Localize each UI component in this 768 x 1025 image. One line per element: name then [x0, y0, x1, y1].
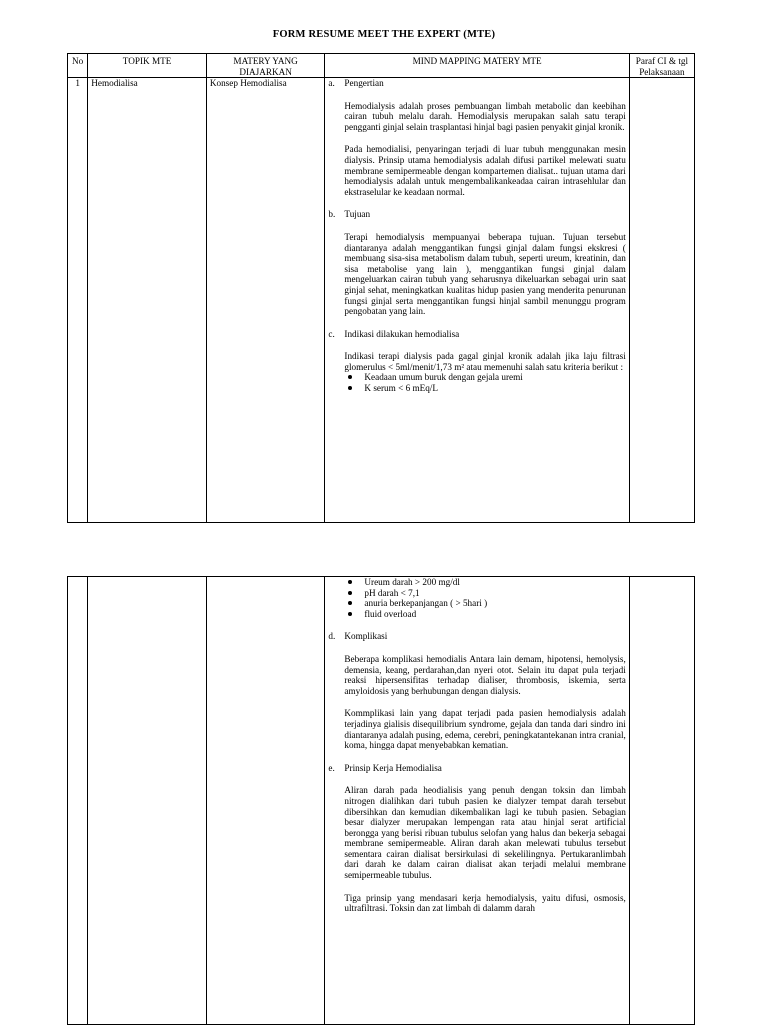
bullet-list: [328, 372, 625, 393]
section-letter: e.: [328, 762, 335, 773]
paraf-cell: [629, 78, 694, 523]
list-item: pH darah < 7,1: [364, 588, 625, 599]
header-topik: TOPIK MTE: [88, 54, 207, 78]
section-tujuan: [328, 209, 625, 220]
section-heading: Komplikasi: [344, 631, 388, 642]
paragraph: Aliran darah pada heodialisis yang penuh dengan toksin dan limbah nitrogen dialihkan dari tubuh pasien ke dialyzer tempat darah tersebut dibersihkan dan kemudian dikembalikan lagi ke tubuh pasien. Sebagian besar dialyzer merupakan lempengan rata atau hinjal serat artificial berongga yang berisi ribuan tubulus selofan yang halus dan bekerja sebagai membrane semipermeable. Aliran darah akan melewati tubulus tersebut sementara cairan dialisat bersirkulasi di sekelilingnya. Pertukaranlimbah dari darah ke dalam cairan dialisat akan terjadi melalui membrane semipermeable tubulus.: [344, 785, 626, 881]
section-heading: Indikasi dilakukan hemodialisa: [344, 328, 460, 339]
list-item: K serum < 6 mEq/L: [364, 383, 625, 394]
row-matery: Konsep Hemodialisa: [206, 78, 325, 523]
row-number: [68, 577, 88, 1025]
resume-table-page1: [67, 53, 695, 523]
section-letter: a.: [328, 78, 335, 88]
row-topik: Hemodialisa: [88, 78, 207, 523]
list-item: Keadaan umum buruk dengan gejala uremi: [364, 372, 625, 383]
mind-mapping-cell: [325, 577, 629, 1025]
header-matery: MATERY YANG DIAJARKAN: [206, 54, 325, 78]
table-row: [68, 577, 695, 1025]
section-komplikasi: [328, 631, 625, 642]
section-letter: b.: [328, 209, 336, 220]
mind-mapping-cell: [325, 78, 629, 523]
list-item: Ureum darah > 200 mg/dl: [364, 577, 625, 588]
header-mind-mapping: MIND MAPPING MATERY MTE: [325, 54, 629, 78]
paragraph: Indikasi terapi dialysis pada gagal ginjal kronik adalah jika laju filtrasi glomerulus < 5ml/menit/1,73 m² atau memenuhi salah satu kriteria berikut :: [344, 351, 626, 372]
paraf-cell: [629, 577, 694, 1025]
row-number: 1: [68, 78, 88, 523]
paragraph: Hemodialysis adalah proses pembuangan limbah metabolic dan keebihan cairan tubuh melalu darah. Hemodialysis merupakan salah satu terapi pengganti ginjal selain trasplantasi hinjal bagi pasien penyakit ginjal kronik.: [344, 100, 626, 132]
paragraph: Pada hemodialisi, penyaringan terjadi di luar tubuh menggunakan mesin dialysis. Prinsip utama hemodialysis adalah difusi partikel melewati suatu membrane semipermeable dengan kompartemen dialisat.. tujuan utama dari hemodialysis adalah untuk mengembalikankeadaa cairan intrasehlular dan ekstraselular ke keadaan normal.: [344, 144, 626, 197]
paragraph: Tiga prinsip yang mendasari kerja hemodialysis, yaitu difusi, osmosis, ultrafiltrasi. Toksin dan zat limbah di dalamm darah: [344, 892, 626, 914]
table-header-row: [68, 54, 695, 78]
bullet-list: [328, 577, 625, 619]
header-no: No: [68, 54, 88, 78]
section-heading: Pengertian: [344, 78, 384, 88]
paragraph: Beberapa komplikasi hemodialis Antara lain demam, hipotensi, hemolysis, demensia, keang, perdarahan,dan nyeri otot. Selain itu dapat pula terjadi reaksi hipersensifitas terhadap dialiser, thrombosis, iskemia, serta amyloidosis yang berhubungan dengan dialysis.: [344, 653, 626, 696]
section-heading: Prinsip Kerja Hemodialisa: [344, 762, 442, 773]
paragraph: Terapi hemodialysis mempuanyai beberapa tujuan. Tujuan tersebut diantaranya adalah menggantikan fungsi ginjal dalam fungsi ekskresi ( membuang sisa-sisa metabolism dalam tubuh, seperti ureum, kreatinin, dan sisa metabolise yang lain ), menggantikan fungsi ginjal dalam mengeluarkan cairan tubuh yang seharusnya dikeluarkan sebagai urin saat ginjal sehat, meningkatkan kualitas hidup pasien yang menderita penurunan fungsi ginjal serta menggantikan fungsi hinjal sambil menunggu program pengobatan yang lain.: [344, 231, 626, 317]
paragraph: Kommplikasi lain yang dapat terjadi pada pasien hemodialysis adalah terjadinya gialisis disequilibrium syndrome, gejala dan tanda dari sindro ini diantaranya adalah pusing, edema, cerebri, peningkatantekanan intra cranial, koma, hingga dapat menyebabkan kematian.: [344, 708, 626, 751]
resume-table-page2: [67, 576, 695, 1025]
row-topik: [88, 577, 207, 1025]
header-paraf: Paraf CI & tgl Pelaksanaan: [629, 54, 694, 78]
section-letter: d.: [328, 631, 336, 642]
list-item: fluid overload: [364, 609, 625, 620]
section-pengertian: [328, 78, 625, 89]
section-letter: c.: [328, 328, 335, 339]
list-item: anuria berkepanjangan ( > 5hari ): [364, 598, 625, 609]
table-row: [68, 78, 695, 523]
document-title: FORM RESUME MEET THE EXPERT (MTE): [272, 29, 496, 40]
section-heading: Tujuan: [344, 209, 371, 220]
section-prinsip-kerja: [328, 763, 625, 774]
row-matery: [206, 577, 325, 1025]
section-indikasi: [328, 329, 625, 340]
